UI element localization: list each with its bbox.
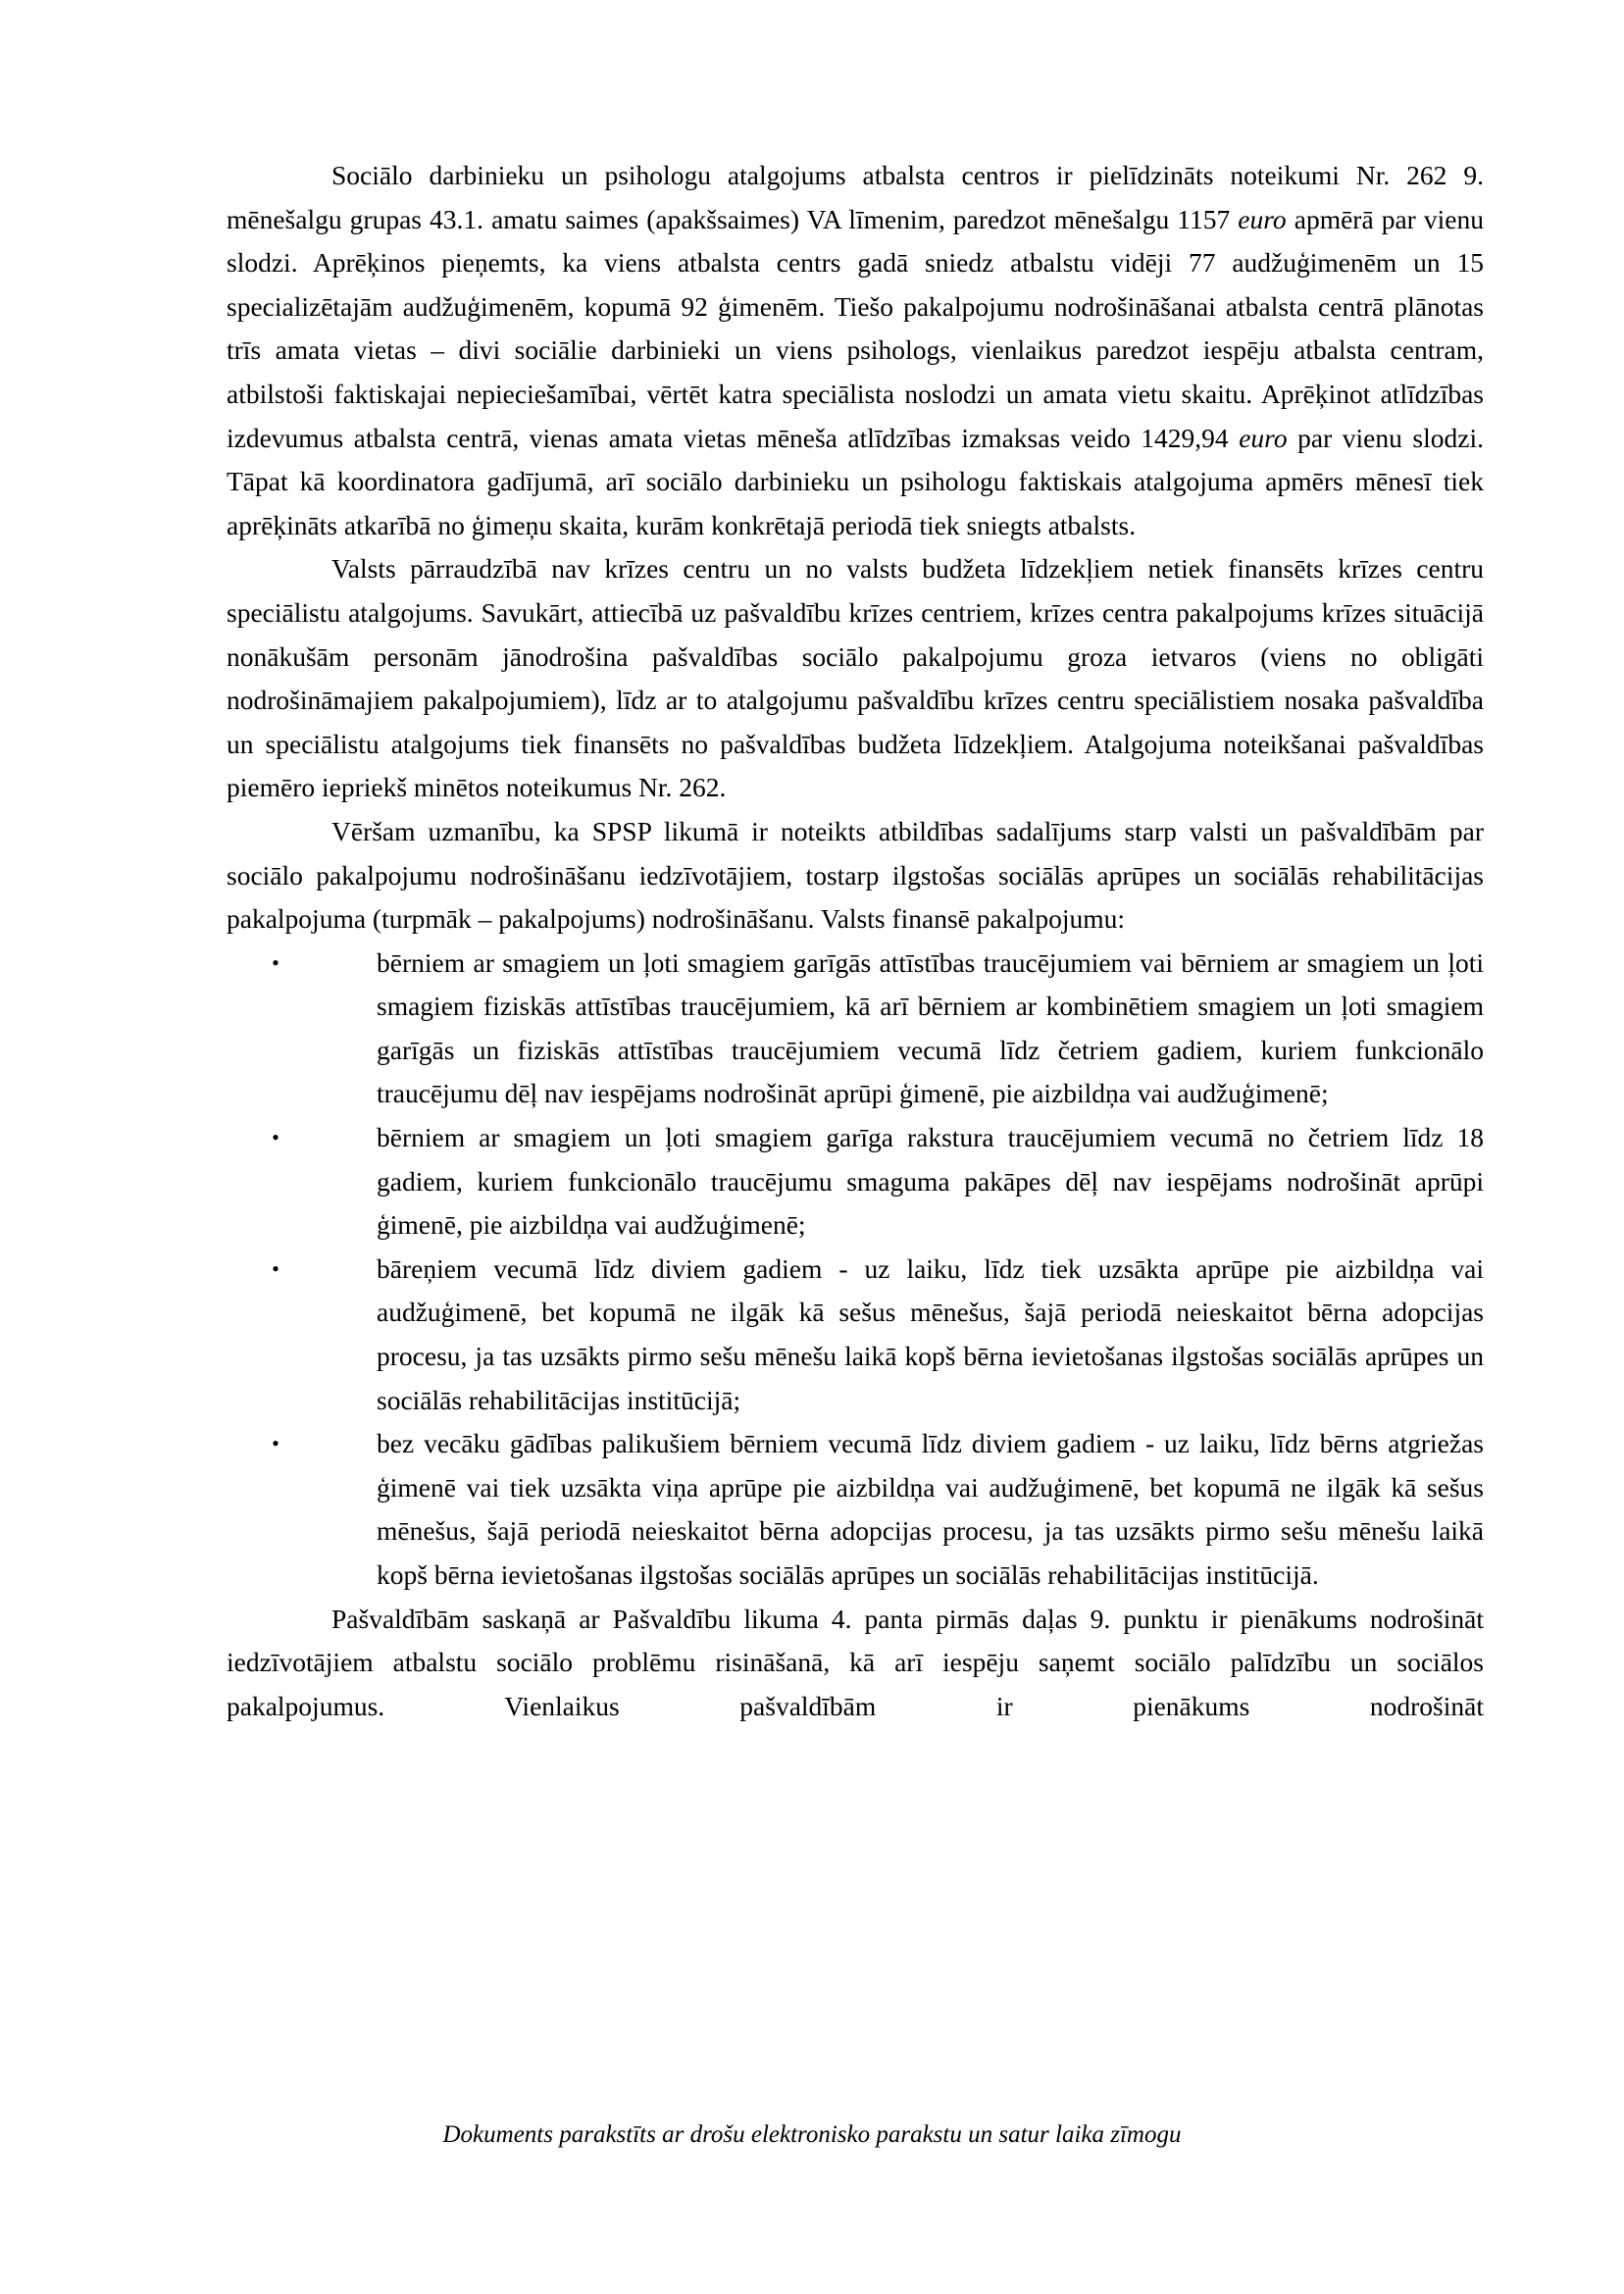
list-item	[272, 1116, 1484, 1248]
text-run-italic: euro	[1239, 422, 1288, 453]
text-run: par vienu slodzi. Tāpat kā koordinatora gadījumā, arī sociālo darbinieku un psihologu faktiskais atalgojuma apmērs mēnesī tiek aprēķināts atkarībā no ģimeņu skaita, kurām konkrētajā periodā tiek sniegts atbalsts.	[227, 422, 1484, 540]
paragraph-crisis-centres: Valsts pārraudzībā nav krīzes centru un no valsts budžeta līdzekļiem netiek finansēts krīzes centru speciālistu atalgojums. Savukārt, attiecībā uz pašvaldību krīzes centriem, krīzes centra pakalpojums krīzes situācijā nonākušām personām jānodrošina pašvaldības sociālo pakalpojumu groza ietvaros (viens no obligāti nodrošināmajiem pakalpojumiem), līdz ar to atalgojumu pašvaldību krīzes centru speciālistiem nosaka pašvaldība un speciālistu atalgojums tiek finansēts no pašvaldības budžeta līdzekļiem. Atalgojuma noteikšanai pašvaldības piemēro iepriekš minētos noteikumus Nr. 262.	[227, 553, 1484, 803]
list-item-text: bāreņiem vecumā līdz diviem gadiem - uz laiku, līdz tiek uzsākta aprūpe pie aizbildņa vai audžuģimenē, bet kopumā ne ilgāk kā sešus mēnešus, šajā periodā neieskaitot bērna adopcijas procesu, ja tas uzsākts pirmo sešu mēnešu laikā kopš bērna ievietošanas ilgstošas sociālās aprūpes un sociālās rehabilitācijas institūcijā;	[377, 1252, 1484, 1415]
list-item-text: bērniem ar smagiem un ļoti smagiem garīgās attīstības traucējumiem vai bērniem ar smagiem un ļoti smagiem fiziskās attīstības traucējumiem, kā arī bērniem ar kombinētiem smagiem un ļoti smagiem garīgās un fiziskās attīstības traucējumiem vecumā līdz četriem gadiem, kuriem funkcionālo traucējumu dēļ nav iespējams nodrošināt aprūpi ģimenē, pie aizbildņa vai audžuģimenē;	[377, 946, 1484, 1109]
bullet-icon: •	[272, 949, 279, 975]
text-run: Sociālo darbinieku un psihologu atalgojums atbalsta centros ir pielīdzināts noteikumi Nr. 262 9. mēnešalgu grupas 43.1. amatu saimes (apakšsaimes) VA līmenim, paredzot mēnešalgu 1157	[227, 160, 1484, 234]
list-item	[272, 1248, 1484, 1422]
bullet-icon: •	[272, 1255, 279, 1281]
signature-footer: Dokuments parakstīts ar drošu elektronisko parakstu un satur laika zīmogu	[442, 2121, 1182, 2148]
bullet-list	[227, 942, 1484, 1598]
text-run-italic: euro	[1238, 203, 1287, 234]
bullet-icon: •	[272, 1125, 279, 1150]
list-item-text: bērniem ar smagiem un ļoti smagiem garīga rakstura traucējumiem vecumā no četriem līdz 18 gadiem, kuriem funkcionālo traucējumu smaguma pakāpes dēļ nav iespējams nodrošināt aprūpi ģimenē, pie aizbildņa vai audžuģimenē;	[377, 1122, 1484, 1241]
paragraph-municipalities: Pašvaldībām saskaņā ar Pašvaldību likuma 4. panta pirmās daļas 9. punktu ir pienākums nodrošināt iedzīvotājiem atbalstu sociālo problēmu risināšanā, kā arī iespēju saņemt sociālo palīdzību un sociālos pakalpojumus. Vienlaikus pašvaldībām ir pienākums nodrošināt	[227, 1603, 1484, 1721]
text-run: apmērā par vienu slodzi. Aprēķinos pieņemts, ka viens atbalsta centrs gadā sniedz atbalstu vidēji 77 audžuģimenēm un 15 specializētajām audžuģimenēm, kopumā 92 ģimenēm. Tiešo pakalpojumu nodrošināšanai atbalsta centrā plānotas trīs amata vietas – divi sociālie darbinieki un viens psihologs, vienlaikus paredzot iespēju atbalsta centram, atbilstoši faktiskajai nepieciešamībai, vērtēt katra speciālista noslodzi un amata vietu skaitu. Aprēķinot atlīdzības izdevumus atbalsta centrā, vienas amata vietas mēneša atlīdzības izmaksas veido 1429,94	[227, 203, 1484, 453]
paragraph-responsibility: Vēršam uzmanību, ka SPSP likumā ir noteikts atbildības sadalījums starp valsti un pašvaldībām par sociālo pakalpojumu nodrošināšanu iedzīvotājiem, tostarp ilgstošas sociālās aprūpes un sociālās rehabilitācijas pakalpojuma (turpmāk – pakalpojums) nodrošināšanu. Valsts finansē pakalpojumu:	[227, 815, 1484, 935]
list-item	[272, 1422, 1484, 1597]
bullet-icon: •	[272, 1431, 279, 1456]
paragraph-salaries	[227, 154, 1484, 547]
list-item	[272, 942, 1484, 1116]
list-item-text: bez vecāku gādības palikušiem bērniem vecumā līdz diviem gadiem - uz laiku, līdz bērns atgriežas ģimenē vai tiek uzsākta viņa aprūpe pie aizbildņa vai audžuģimenē, bet kopumā ne ilgāk kā sešus mēnešus, šajā periodā neieskaitot bērna adopcijas procesu, ja tas uzsākts pirmo sešu mēnešu laikā kopš bērna ievietošanas ilgstošas sociālās aprūpes un sociālās rehabilitācijas institūcijā.	[377, 1428, 1484, 1590]
document-body	[227, 154, 1484, 1728]
